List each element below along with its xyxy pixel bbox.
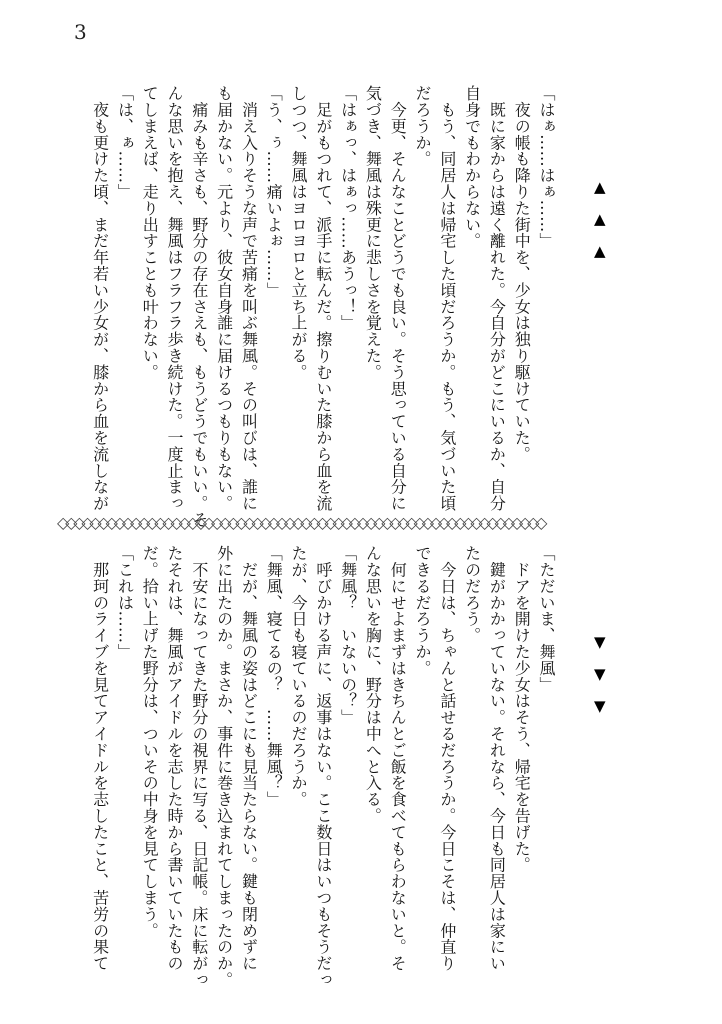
text-line: 既に家からは遠く離れた。今自分がどこにいるか、自分 [487,85,507,512]
text-line: 足がもつれて、派手に転んだ。擦りむいた膝から血を流 [313,85,333,512]
text-line: たそれは、舞風がアイドルを志した時から書いていたもの [165,545,185,972]
text-line: 今更、そんなことどうでも良い。そう思っている自分に [388,85,408,512]
text-line: も届かない。元より、彼女自身誰に届けるつもりもない。 [214,85,234,512]
text-line: んな思いを胸に、野分は中へと入る。 [363,545,383,824]
triangle-down-icon: ▼ [594,633,606,651]
text-line: 今日は、ちゃんと話せるだろうか。今日こそは、仲直り [437,545,457,972]
text-line: 「う、ぅ……痛いよぉ……」 [264,85,284,299]
text-line: もう、同居人は帰宅した頃だろうか。もう、気づいた頃 [437,85,457,512]
triangle-down-icon: ▼ [594,697,606,715]
triangle-up-icon: ▲ [594,178,606,196]
prose-section-2 [82,545,558,997]
scene-break-marker-up [594,178,606,260]
text-line: ドアを開けた少女はそう、帰宅を告げた。 [512,545,532,873]
text-line: 那珂のライブを見てアイドルを志したこと、苦労の果て [90,545,110,972]
text-line: 外に出たのか。まさか、事件に巻き込まれてしまったのか。 [214,545,234,988]
page-number: 3 [74,20,87,44]
text-line: 呼びかける声に、返事はない。ここ数日はいつもそうだっ [313,545,333,988]
text-line: 気づき、舞風は殊更に悲しさを覚えた。 [363,85,383,381]
text-line: 「は、ぁ……」 [115,85,135,200]
text-line: 「これは……」 [115,545,135,660]
text-line: 「はぁ……はぁ……」 [537,85,556,249]
text-line: てしまえば、走り出すことも叶わない。 [140,85,160,381]
section-divider: ◇◇◇◇◇◇◇◇◇◇◇◇◇◇◇◇◇◇◇◇◇◇◇◇◇◇◇◇◇◇◇◇◇◇◇◇◇◇◇◇◇◇◇◇◇◇◇◇◇◇◇◇◇◇◇◇◇◇◇◇ [57,516,544,532]
text-line: 夜の帳も降りた街中を、少女は独り駆けていた。 [512,85,532,463]
text-line: 痛みも辛さも、野分の存在さえも、もうどうでもいい。そ [189,85,209,528]
scene-break-marker-down [594,633,606,715]
text-line: 自身でもわからない。 [462,85,482,249]
text-line: 何にせよまずはきちんとご飯を食べてもらわないと。そ [388,545,408,972]
text-line: んな思いを抱え、舞風はフラフラ歩き続けた。一度止まっ [165,85,185,512]
text-line: 消え入りそうな声で苦痛を叫ぶ舞風。その叫びは、誰に [239,85,259,512]
text-line: たのだろう。 [462,545,482,644]
text-line: 夜も更けた頃、まだ年若い少女が、膝から血を流しなが [90,85,110,512]
prose-section-1 [82,85,558,528]
text-line: 「舞風？ いないの？」 [338,545,358,726]
text-line: 不安になってきた野分の視界に写る、日記帳。床に転がっ [189,545,209,988]
triangle-up-icon: ▲ [594,242,606,260]
text-line: 「舞風、寝てるの？ ……舞風？」 [264,545,284,808]
text-line: できるだろうか。 [413,545,433,677]
triangle-up-icon: ▲ [594,210,606,228]
text-line: 「はぁっ、はぁっ……あうっ！」 [338,85,358,331]
text-line: たが、今日も寝ているのだろうか。 [289,545,309,808]
text-line: だが、舞風の姿はどこにも見当たらない。鍵も閉めずに [239,545,259,972]
text-line: だろうか。 [413,85,433,167]
triangle-down-icon: ▼ [594,665,606,683]
text-line: だ。拾い上げた野分は、ついその中身を見てしまう。 [140,545,160,939]
text-line: 「ただいま、舞風」 [537,545,556,693]
text-line: 鍵がかかっていない。それなら、今日も同居人は家にい [487,545,507,972]
text-line: しつつ、舞風はヨロヨロと立ち上がる。 [289,85,309,381]
